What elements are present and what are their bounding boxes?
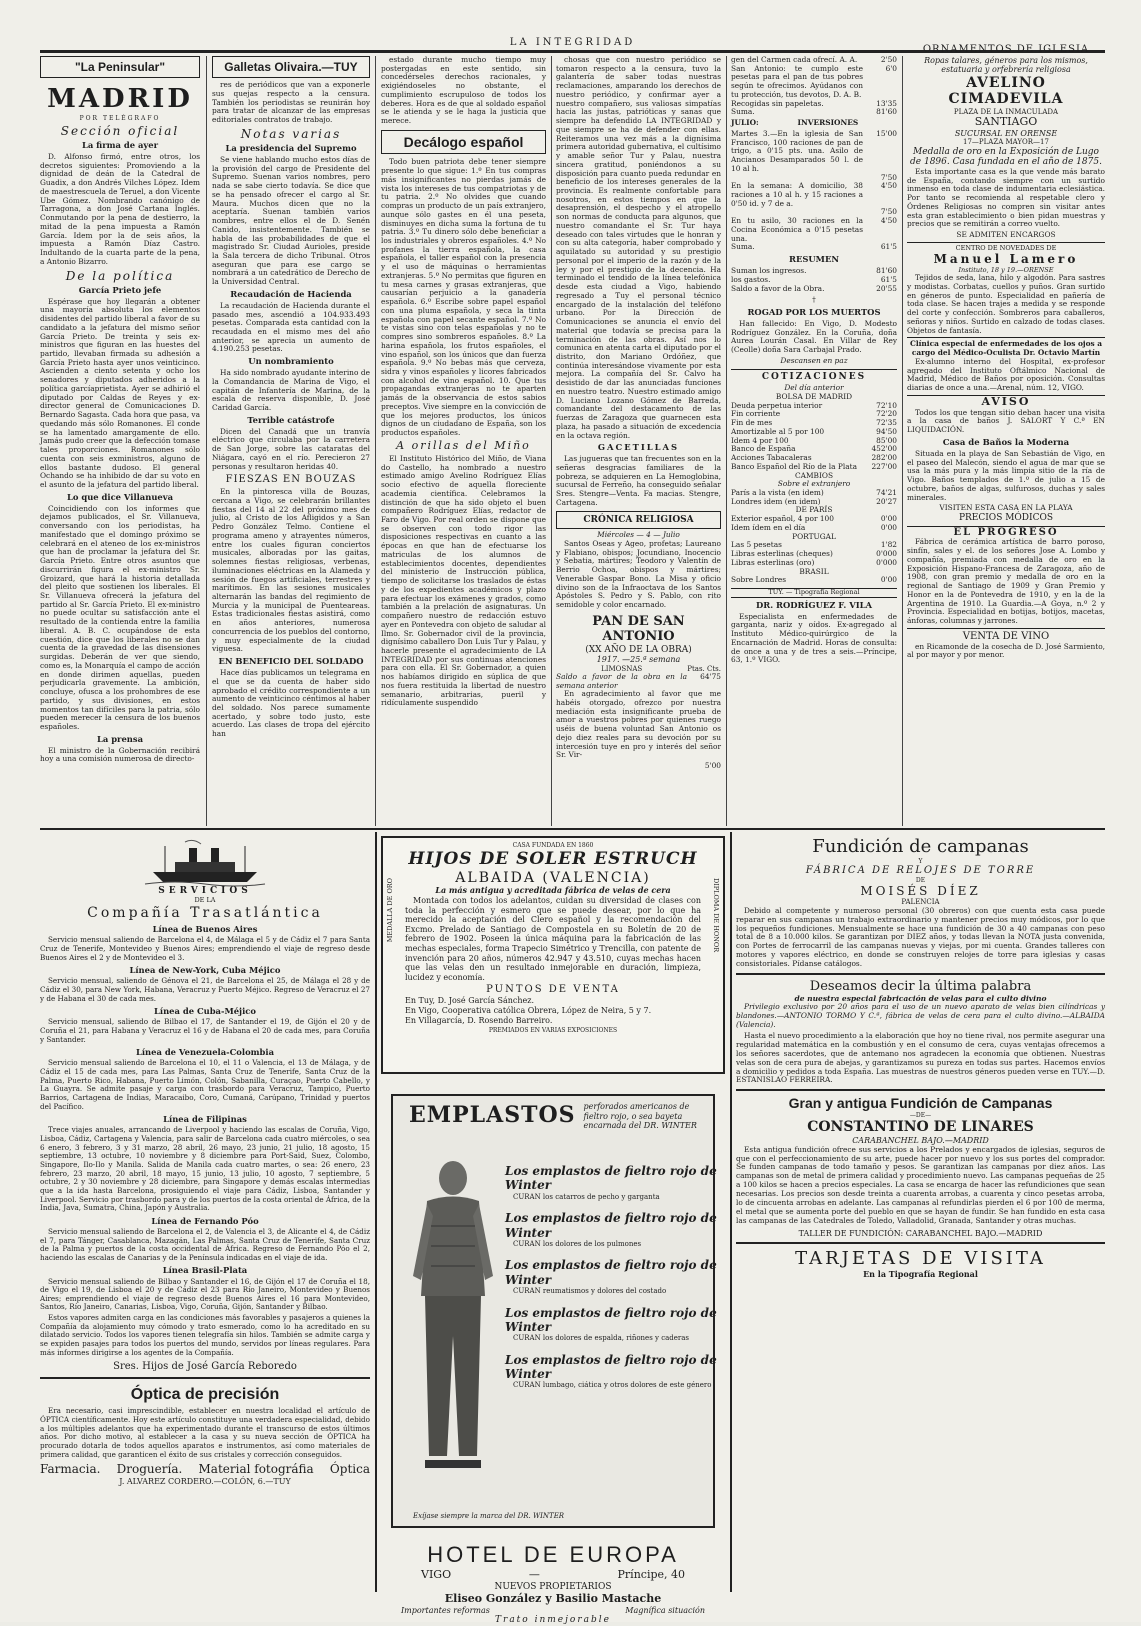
- ledger-text: Saldo a favor de la Obra.: [731, 283, 825, 293]
- orillas-mino-heading: A orillas del Miño: [396, 438, 531, 452]
- soler-estruch-ad: [381, 836, 725, 1074]
- limosnas-label: LIMOSNAS: [601, 664, 643, 673]
- ledger-amount: 94'50: [876, 426, 897, 436]
- ledger-amount: 74'21: [876, 488, 897, 497]
- ledger-inversiones: [731, 130, 897, 252]
- ledger-row: [731, 100, 897, 109]
- cambios-label: CAMBIOS: [794, 470, 834, 480]
- shipping-line-title: Línea de Venezuela-Colombia: [135, 1047, 274, 1058]
- shipping-line-text: Servicio mensual saliendo de Bilbao y Santander el 16, de Gijón el 17 de Coruña el 18, de Vigo el 19, de Lisboa el 20 y de Cádiz el 23 para Río Janeiro, Montevideo y Buenos Aires; emprendiendo el viaje de regreso desde Buenos Aires el 16 para Montevideo, Santos, Río Janeiro, Canarias, Lisboa, Vigo, Coruña, Gijón, Santander y Bilbao.: [40, 1276, 370, 1312]
- column-2: [212, 56, 370, 826]
- alvarez-address: J. ALVAREZ CORDERO.—COLÓN, 6.—TUY: [119, 1476, 291, 1486]
- precios-line: PRECIOS MÓDICOS: [958, 513, 1054, 524]
- article-body: Esta antigua fundición ofrece sus servicios a los Prelados y encargados de iglesias, seguros de que con el perfeccionamiento de su arte, puede hacer por nuevo y los sus portes del comprador. Se funden campanas de todo tamaño y pesos. Se garantizan las campanas por diez años. Las campanas son de metal de primera calidad y procedimiento nuevo. Las campanas pequeñas de 25 a 100 kilos se hacen a precios especiales. La casa se encarga de hacer las refundiciones que sean necesarias. Los precios son desde treinta a cuarenta arrobas, a cuarenta y cinco pesetas arroba, lo de cincuenta arrobas en adelante. Las campanas al refundirlas pierden el 6 por 100 de merma, el metal que se aumenta porte del pueblo en que se hayan de fundir. Se han fundido en esta casa las campanas de las Catedrales de Toledo, Valladolid, Granada, Santander y otras muchas.: [736, 1144, 1105, 1225]
- saldo-value: 64'75: [700, 671, 721, 681]
- tarjetas-title: TARJETAS DE VISITA: [795, 1248, 1046, 1270]
- ledger-text: San Antonio: te cumplo este pesetas para el pan de tus pobres según te ofrecimos. Ayúdanos con tu protección, tus devotos, D. A. B.: [731, 63, 863, 99]
- article-body: El ministro de la Gobernación recibirá hoy a una comisión numerosa de directo-: [40, 745, 200, 764]
- hotel-situacion: Magnífica situación: [625, 1605, 705, 1615]
- article-body: Situada en la playa de San Sebastián de Vigo, en el paseo del Malecón, siendo el agua de mar que se usa la más pura y la más limpia sitio de la ría de Vigo. Baños templados de 1.º de julio a 15 de octubre, baños de algas, sulfurosos, duchas y sales minerales.: [907, 448, 1105, 502]
- lamero-addr: Instituto, 18 y 19.—ORENSE: [958, 265, 1054, 274]
- hotel-address: Príncipe, 40: [617, 1568, 685, 1582]
- ledger-row: [731, 217, 897, 243]
- article-body: Ha sido nombrado ayudante interino de la Comandancia de Marina de Vigo, el capitán de Infantería de Marina, de la escala de reserva disponible, D. José Caridad García.: [212, 368, 370, 413]
- visiten-line: VISITEN ESTA CASA EN LA PLAYA: [939, 503, 1073, 513]
- ledger-row: [731, 108, 897, 117]
- article-title: Un nombramiento: [248, 356, 334, 367]
- gran-de: —DE—: [909, 1112, 932, 1120]
- article-body: Coincidiendo con los informes que dejamos publicados, el Sr. Villanueva, conversando con los periodistas, ha manifestado que el domingo próximo se celebrará en el ateneo de los ex-ministros que han de proclamar la jefatura del Sr. García Prieto. Entre otros asuntos que discurrirán figura el ex-ministro Sr. Groizard, que hará la historia detallada del pleito que sostienen los liberales. El Sr. Villanueva ofrecerá la jefatura del partido al Sr. García Prieto. El ex-ministro no puede ocultar su satisfacción ante el resultado de la contienda entre la familia liberal. A. B. C. ocupándose de esta cuestión, dice que los liberales no se dan cuenta de la gravedad de las disensiones surgidas. Deberán de ver que siendo, como es, la Monarquía el campo de acción en donde dirimen aquellas, pueden perjudicarla gravemente. La ambición, concluye, ofusca a los prohombres de ese partido, y sus divisiones, en estos momentos tan difíciles para la patria, sólo pueden merecer la censura de los buenos españoles.: [40, 503, 200, 731]
- article-body: D. Alfonso firmó, entre otros, los decretos siguientes: Promoviendo a la dignidad de deán de la Catedral de Guadix, a don Andrés Vilches López. Idem de maestrescuela de Teruel, a don Vicente Ube Gómez. Nombrando canónigo de Tarragona, a don José Cartana Inglés. Conmutando por la pena de destierro, la mitad de la pena impuesta a Ramón García. Idem por la de seis años, la impuesta a Ramón Díaz Castro. Indultando de la cuarta parte de la pena, a Antonio Bizarro.: [40, 151, 200, 266]
- exijase-line: Exíjase siempre la marca del DR. WINTER: [413, 1511, 565, 1520]
- emplasto-line: Los emplastos de fieltro rojo de Winter: [505, 1352, 717, 1382]
- ledger-amount: 81'60: [876, 266, 897, 276]
- ledger-text: Suma.: [731, 107, 755, 117]
- article-body: Estos vapores admiten carga en las condiciones más favorables y pasajeros a quienes la Compañía da alojamiento muy cómodo y trato esmerado, como lo ha acreditado en su dilatado servicio. Todos los vapores tienen telegrafía sin hilos. También se admite carga y se expiden pasajes para todos los puertos del mundo, servidos por líneas regulares. Para más informes dirigirse a los agentes de la Compañía.: [40, 1313, 370, 1357]
- galletas-olivaira-banner: Galletas Olivaira.—TUY: [212, 56, 370, 78]
- ledger-row: [731, 243, 897, 252]
- ledger-text: Suman los ingresos.: [731, 266, 807, 276]
- column-rule: [206, 56, 207, 826]
- article-body: Privilegio exclusivo por 20 años para el uso de un nuevo aparato de velas bien cilíndricas y blandones.—ANTONIO TORMO Y C.ª, fábrica de velas de cera para el culto divino.—ALBAIDA (Valencia).: [736, 1002, 1105, 1030]
- orn-city: SANTIAGO: [974, 114, 1038, 128]
- ledger-amount: 282'00: [871, 453, 897, 463]
- cronica-religiosa-heading: CRÓNICA RELIGIOSA: [556, 511, 721, 530]
- emplastos-title: EMPLASTOS: [409, 1102, 576, 1128]
- hotel-reformas: Importantes reformas: [401, 1605, 490, 1615]
- emplastos-ad: [391, 1094, 715, 1528]
- article-body: Debido al competente y numeroso personal (30 obreros) con que cuenta esta casa puede reparar en sus campanas un trabajo extraordinario y mantener precios muy módicos, por lo que los pequeños fundiciones. Mensualmente se hace una fundición de 30 a 40 campanas con peso total de 8 a 10.000 kilos. Se garantizan por DIEZ años, y todas llevan la NOTA justa convenida, con Portes de ferrocarril de las campanas nuevas y viejas, por mi cuenta. Grandes talleres con motores y vapores eléctrico, en donde se construyen relojes de torre para iglesias y casas consistoriales. Pídanse catálogos.: [736, 905, 1105, 968]
- ledger-amount: 61'5: [880, 274, 897, 284]
- ledger-text: Fin corriente: [731, 409, 781, 419]
- por-telegrafo: POR TELÉGRAFO: [79, 114, 161, 122]
- portugal-table: [731, 541, 897, 567]
- shipping-line-text: Servicio mensual saliendo de Barcelona el 4, de Málaga el 5 y de Cádiz el 7 para Santa Cruz de Tenerife, Montevideo y Buenos Aires; emprendiendo el viaje de regreso desde Buenos Aires el 2 y de Montevideo el 3.: [40, 935, 370, 962]
- ledger-text: Libras esterlinas (oro): [731, 557, 815, 567]
- shipping-line-title: Línea de Cuba-Méjico: [154, 1006, 256, 1017]
- ledger-text: Recogidas sin papeletas.: [731, 98, 824, 108]
- rogad-heading: ROGAD POR LOS MUERTOS: [747, 307, 881, 317]
- emplasto-cura: CURAN los catarros de pecho y garganta: [513, 1192, 660, 1201]
- moises-diez: MOISÉS DÍEZ: [860, 883, 981, 898]
- de-label: DE: [915, 876, 926, 884]
- hotel-owners: Eliseo González y Basilio Mastache: [444, 1592, 662, 1606]
- hotel-sub: NUEVOS PROPIETARIOS: [494, 1581, 612, 1592]
- ledger-amount: 1'82: [880, 540, 897, 550]
- casa-fundada: CASA FUNDADA EN 1860: [512, 842, 594, 849]
- column-4: [556, 56, 721, 826]
- strongman-figure-icon: [407, 1156, 499, 1486]
- orn-plaza: PLAZA DE LA INMACULADA: [953, 107, 1059, 116]
- orn-sucursal: SUCURSAL EN ORENSE: [954, 128, 1058, 138]
- bolsa-label: BOLSA DE MADRID: [775, 391, 853, 401]
- taller-line: TALLER DE FUNDICIÓN: CARABANCHEL BAJO.—MADRID: [798, 1228, 1043, 1238]
- article-title: Terrible catástrofe: [247, 414, 335, 425]
- article-body: En la pintoresca villa de Bouzas, cercana a Vigo, se celebrarán brillantes fiestas del 14 al 22 del próximo mes de julio, al Cristo de los Afligidos y a San Pedro González Telmo. Contiene el programa ameno y atrayentes números, entre los cuales figuran conciertos musicales, alboradas por las gaitas, solemnes fiestas religiosas, verbenas, iluminaciones eléctricas en la Alameda y sesión de fuegos artificiales, terrestres y marítimos. En las sesiones musicales alternarán las bandas del regimiento de Murcia y la municipal de Puenteareas. Estas tradicionales fiestas asistirá, como en años anteriores, numerosa concurrencia de los pueblos del contorno, y muy especialmente de la ciudad viguesa.: [212, 487, 370, 654]
- ledger-text: Idem ídem en el día: [731, 522, 806, 532]
- article-title: EN BENEFICIO DEL SOLDADO: [218, 656, 364, 667]
- palencia-label: PALENCIA: [901, 898, 940, 907]
- hotel-title: HOTEL DE EUROPA: [427, 1542, 679, 1567]
- emplasto-cura: CURAN lumbago, ciática y otros dolores de este género: [513, 1381, 712, 1390]
- article-body: Todo buen patriota debe tener siempre presente lo que sigue: 1.º En tus compras más insignificantes no pierdas jamás de vista los intereses de tus compatriotas y de tu patria. 2.º No olvides que cuando compras un producto de un país extranjero, aunque sólo gastes en él una peseta, disminuyes en dicha suma la fortuna de tu patria. 3.º Tu dinero sólo debe beneficiar a los industriales y obreros españoles. 4.º No profanes la tierra española, la casa española, el taller español con la presencia y el uso de máquinas o herramientas extranjeras. 5.º No permitas que figuren en tu mesa carnes y grasas extranjeras, que causarían perjuicio a la ganadería española. 6.º Escribe sobre papel español con una pluma española, y seca la tinta española con papel secante español. 7.º No te vistas sino con telas españolas y no te compres sino sombreros españoles. 8.º La harina española, los frutos españoles, el vino español, son los únicos que dan fuerza española. 9.º No bebas más que cerveza, sidra y vinos españoles y licores fabricados con alcohol de vino español. 10. Que tus propagandas extranjeras no te aparten jamás de la observancia de estos sabios preceptos. Vive siempre en la convicción de que los mejores productos, los únicos dignos de un ciudadano de España, son los productos españoles.: [381, 157, 546, 438]
- emplasto-line: Los emplastos de fieltro rojo de Winter: [505, 1211, 717, 1240]
- emplastos-lines: [505, 1156, 725, 1400]
- deseamos-sub: de nuestra especial fabricación de velas para el culto divino: [794, 994, 1047, 1004]
- aviso-heading: AVISO: [907, 395, 1105, 409]
- albaida-city: ALBAIDA (VALENCIA): [455, 869, 651, 886]
- pan-subtitle: (XX AÑO DE LA OBRA): [585, 644, 692, 655]
- deseamos-title: Deseamos decir la última palabra: [809, 978, 1032, 994]
- politica-heading: De la política: [65, 268, 175, 283]
- ledger-row: [731, 182, 897, 208]
- column-1: [40, 56, 200, 826]
- ledger-amount: 2'50: [880, 55, 897, 64]
- resumen-label: RESUMEN: [788, 254, 839, 265]
- ledger-intro: [731, 56, 897, 117]
- medalla-oro-side: MEDALLA DE ORO: [386, 878, 394, 943]
- punto-venta-line: En Vigo, Cooperativa católica Obrera, López de Neira, 5 y 7.: [405, 1005, 652, 1015]
- article-body: En agradecimiento al favor que me habéis otorgado, ofrezco por nuestra mediación esta insignificante prueba de amor a vuestros pobres por quienes ruego uséis de buena voluntad San Antonio os dejo diez reales para su devoción por su intercesión tuye en pro y interés del señor Sr. Vir-: [556, 689, 721, 760]
- ledger-text: París a la vista (en idem): [731, 488, 824, 497]
- ledger-row: [731, 130, 897, 174]
- ledger-text: Sobre Londres: [731, 575, 787, 585]
- ledger-text: En tu asilo, 30 raciones en la Cocina Económica a 0'15 pesetas una.: [731, 216, 863, 243]
- column-rule: [375, 832, 377, 1592]
- article-body: Santos Oseas y Ageo, profetas; Laureano y Flabiano, obispos; Jocundiano, Inocencio y Sebatia, mártires; Teodoro y Valentín de Berrio Ochoa, obispos y mártires; Venerable Gaspar Bono. La Misa y oficio divino son de la Infraoctava de los Santos Apóstoles S. Pedro y S. Pablo, con rito semidoble y color encarnado.: [556, 538, 721, 610]
- shipping-line-title: Línea de Fernando Póo: [151, 1215, 259, 1226]
- la-peninsular-banner: "La Peninsular": [40, 56, 200, 78]
- decalogo-heading: Decálogo español: [381, 130, 546, 155]
- article-body: Especialista en enfermedades de garganta, nariz y oídos. Ex-agregado al Instituto Médico-quirúrgico de la Encarnación de Madrid. Horas de consulta: de once a una y de tres a seis.—Príncipe, 63, 1.º VIGO.: [731, 611, 897, 665]
- column-5: gen del Carmen cada ofrecí. A. A. 2'50 San Antonio: te cumplo este pesetas para el pan de tus pobres según te ofrecimos. Ayúdanos con tu protección, tus devotos, D. A. B. 6'0 Recogidas sin papeletas. 13'35 Suma. 81'60 JULIO: INVERSIONES Martes 3.—En la iglesia de San Francisco, 100 raciones de pan de trigo, a 0'15 pts. una. Asilo de Ancianos Desamparados 50 l. de 10 al h. 15'00 7'50 En la semana: A domicilio, 38 raciones a 10 al h. y 15 raciones a 0'50 id. y 7 de a. 4'50 7'50 En tu asilo, 30 raciones en la Cocina Económica a 0'15 pesetas una. 4'50 Suma. 61'5 RESUMEN Suman los ingresos. 81'60 los gastos. 61'5 Saldo a favor de la Obra. 20'55 † ROGAD POR LOS MUERTOS Han fallecido: En Vigo, D. Modesto Rodríguez González. En la Coruña, doña Aurea Lourán Casal. En Villar de Rey (Ceolle) doña Sara Carbajal Prado. Descansen en paz COTIZACIONES Del día anterior BOLSA DE MADRID Deuda perpetua interior 72'10 Fin corriente 72'20 Fin de mes 72'35 Amortizable al 5 por 100 94'50 Idem 4 por 100 85'00 Banco de España 452'00 Acciones Tabacaleras 282'00 Banco Español del Río de la Plata 227'00 CAMBIOS Sobre el extranjero París a la vista (en idem) 74'21 Londres idem (en idem) 20'27 DE PARÍS Exterior español, 4 por 100 0'00 Idem ídem en el día 0'00 PORTUGAL Las 5 pesetas 1'82 Libras esterlinas (cheques) 0'000 Libras esterlinas (oro) 0'000 BRASIL Sobre Londres 0'00 TUY. — Tipografía Regional DR. RODRÍGUEZ F. VILA Especialista en enfermedades de garganta, nariz y oídos. Ex-agregado al Instituto Médico-quirúrgico de la Encarnación de Madrid. Horas de consulta: de once a una y de tres a seis.—Príncipe, 63, 1.º VIGO.: [731, 55, 897, 665]
- article-body: Hasta el nuevo procedimiento a la elaboración que hoy no tiene rival, nos permite asegurar una regularidad matemática en la combustión y en el consumo de cera, cuyas ventajas ofrecemos a los señores sacerdotes, que de antemano nos agradecen la economía que obtienen. Nuestras velas son de cera pura de abejas, y garantizamos su pureza en todas sus partes. Hacemos envíos a domicilio y pedidos a toda España. Las muestras de nuestros géneros pueden verse en TUY.—D. ESTANISLAO FERREIRA.: [736, 1031, 1105, 1085]
- ledger-text: Libras esterlinas (cheques): [731, 549, 833, 559]
- orn-addr: 17—PLAZA MAYOR—17: [963, 138, 1049, 147]
- column-3: [381, 56, 546, 826]
- cimadevila-name: AVELINO CIMADEVILA: [948, 74, 1064, 108]
- shipping-line-text: Servicio mensual saliendo de Barcelona el 2, de Valencia el 3, de Alicante el 4, de Cádiz el 7, para Tánger, Casablanca, Mazagán, Las Palmas, Santa Cruz de Tenerife, Santa Cruz de la Palma y puertos de la costa occidental de África. Regreso de Fernando Póo el 2, haciendo las escalas de Canarias y de la Península indicadas en el viaje de ida.: [40, 1226, 370, 1262]
- ledger-amount: 0'000: [876, 549, 897, 559]
- cambios-table: [731, 489, 897, 506]
- imprenta-line: TUY. — Tipografía Regional: [731, 588, 897, 598]
- column-rule: [902, 56, 903, 826]
- article-title: La presidencia del Supremo: [225, 142, 357, 153]
- ledger-text: Londres idem (en idem): [731, 496, 821, 506]
- article-body: La recaudación de Hacienda durante el pasado mes, ascendió a 104.933.493 pesetas. Comparada esta cantidad con la recaudada en el mismo mes del año anterior, se aprecia un aumento de 4.190.253 pesetas.: [212, 300, 370, 354]
- cronica-date: Miércoles — 4 — Julio: [597, 530, 680, 540]
- ledger-resumen: [731, 267, 897, 293]
- ledger-amount: 85'00: [876, 435, 897, 445]
- emplasto-cura: CURAN los dolores de espalda, riñones y caderas: [513, 1334, 690, 1343]
- cotiz-sub: Del día anterior: [784, 383, 844, 393]
- article-body: estado durante mucho tiempo muy postergadas en este sentido, sin concedérseles derechos racionales, y exigiéndoseles no obstante, el cumplimiento escrupuloso de todos los deberes. Hora es de que al soldado español se le atienda y se le haga la justicia que merece.: [381, 55, 546, 126]
- article-body: en Ricamonde de la cosecha de D. José Sarmiento, al por mayor y por menor.: [907, 641, 1105, 660]
- shipping-line-text: Servicio mensual, saliendo de Génova el 21, de Barcelona el 25, de Málaga el 28 y de Cádiz el 30, para New York, Habana, Veracruz y Puerto Méjico. Regreso de Veracruz el 27 y de Habana el 30 de cada mes.: [40, 976, 370, 1003]
- shipping-line-title: Línea de Buenos Aires: [152, 924, 258, 935]
- linares-name: CONSTANTINO DE LINARES: [807, 1119, 1034, 1136]
- clinica-heading: Clínica especial de enfermedades de los ojos a cargo del Médico-Oculista Dr. Octavio Martín: [907, 337, 1105, 357]
- ledger-amount: 15'00: [876, 128, 897, 138]
- ledger-amount: 0'00: [880, 575, 897, 585]
- ledger-amount: 4'50: [880, 181, 897, 191]
- ledger-amount: 7'50: [880, 207, 897, 217]
- trasatlantica-ad: [40, 836, 370, 1606]
- ledger-text: Las 5 pesetas: [731, 540, 782, 550]
- drogueria-label: Droguería.: [116, 1462, 183, 1477]
- emplasto-line: Los emplastos de fieltro rojo de Winter: [505, 1164, 717, 1193]
- column-rule: [375, 56, 376, 826]
- ledger-text: Acciones Tabacaleras: [731, 453, 812, 463]
- article-body: Hace días publicamos un telegrama en el que se da cuenta de haber sido aprobado el crédito correspondiente a un aumento de veinticinco céntimos al haber del soldado. Nos parece sumamente acertado, y sobre todo justo, este acuerdo. Las clases de tropa del ejército han: [212, 668, 370, 739]
- ledger-amount: 6'0: [885, 63, 897, 73]
- seccion-oficial-heading: Sección oficial: [60, 123, 180, 138]
- sobre-label: Sobre el extranjero: [777, 479, 851, 489]
- ledger-text: Banco Español del Río de la Plata: [731, 461, 858, 471]
- article-body: Las jugueras que tan frecuentes son en la señeras desgracias familiares de la pobreza, se adquieren en La Hemoglobina, sucursal de Ferreño, ha conseguido señalar Sres. Stengre—Venta. Fa macias. Stengre, Cartagena.: [556, 454, 721, 507]
- emplasto-cura: CURAN reumatismos y dolores del costado: [513, 1287, 667, 1296]
- orn-medal: Medalla de oro en la Exposición de Lugo de 1896. Casa fundada en el año de 1875.: [910, 146, 1102, 168]
- fabrica-relojes: FÁBRICA DE RELOJES DE TORRE: [805, 864, 1036, 876]
- ledger-amount: 0'00: [880, 522, 897, 532]
- ledger-text: En la semana: A domicilio, 38 raciones a 10 al h. y 15 raciones a 0'50 id. y 7 de a.: [731, 181, 863, 208]
- article-title: FIESZAS EN BOUZAS: [225, 474, 357, 486]
- servicios-label: SERVICIOS: [158, 886, 252, 896]
- tarjetas-sub: En la Tipografía Regional: [863, 1268, 978, 1279]
- ledger-amount: 0'000: [876, 557, 897, 567]
- shipping-line-text: Servicio mensual saliendo de Barcelona el 10, el 11 o Valencia, el 13 de Málaga, y de Cádiz el 15 de cada mes, para Las Palmas, Santa Cruz de Tenerife, Santa Cruz de la Palma, Puerto Rico, Habana, Puerto Limón, Colón, Sabanilla, Curaçao, Puerto Cabello, y La Guayra. Se admite pasaje y carga con trasbordo para Veracruz, Tampico, Puerto Barrios, Cartagena de Indias, Maracaibo, Coro, Cumaná, Carúpano, Trinidad y puertos del Pacífico.: [40, 1058, 370, 1111]
- article-title: La firma de ayer: [81, 140, 159, 151]
- ledger-text: los gastos.: [731, 274, 771, 284]
- portugal-label: PORTUGAL: [792, 531, 836, 541]
- article-body: Fábrica de cerámica artística de barro poroso, sinfín, sales y el. de los señores Jose A. Lombo y compañía, premiada con medalla de oro en la Exposición Hispano-Francesa de Zaragoza, año de 1908, con gran premio y medalla de oro en la regional de Santiago de 1909 y Gran Premio y Honor en la de Pontevedra de 1910, y en la de la Argentina de 1910. La Guardia.—A Goya, n.º 2 y Provincia. Especialidad en botijas, botijos, macetas, ánforas, columnas y jarrones.: [907, 537, 1105, 626]
- article-body: Espérase que hoy llegarán a obtener una mayoría absoluta los elementos disidentes del partido liberal a favor de su candidato a la jefatura del mismo señor García Prieto. De treinta y seis ex-ministros que figuran en las huestes del partido, llevaban firmada su adhesión a García Prieto hasta ayer unos veinticinco. Ascienden a ciento setenta y ocho los senadores y diputados adheridos a la política garcíaprietista. Ayer se adhirió el diputado por Caldas de Reyes y ex-director general de Comunicaciones D. Bernardo Sagasta. Cada hora que pasa, va quedando más sólo Romanones. El conde se ha lamentado amargamente de ello. Jamás pudo creer que la defección tomase tales proporciones. Romanones sólo cuenta con seis exministros, alguno de ellos bastante dudoso. El general Ochando se ha inhibido de dar su voto en el asunto de la jefatura del partido liberal.: [40, 296, 200, 489]
- ledger-amount: 20'55: [876, 283, 897, 293]
- fundicion-title: Fundición de campanas: [812, 836, 1029, 857]
- ledger-row: [731, 576, 897, 585]
- lamero-name: Manuel Lamero: [933, 252, 1079, 267]
- middle-ads: [381, 836, 725, 1626]
- column-rule: [726, 56, 727, 826]
- ledger-amount: 4'50: [880, 216, 897, 226]
- hotel-city: VIGO: [421, 1568, 452, 1582]
- shipping-line-text: Trece viajes anuales, arrancando de Liverpool y haciendo las escalas de Coruña, Vigo, Lisboa, Cádiz, Cartagena y Valencia, para salir de Barcelona cada cuatro miércoles, o sea 6 enero, 3 febrero, 3 y 31 marzo, 28 abril, 26 mayo, 23 junio, 21 julio, 18 agosto, 15 septiembre, 13 octubre, 10 noviembre y 8 diciembre para Port-Said, Suez, Colombo, Singapore, Ilo-Ilo y Manila. Salida de Manila cada cuatro martes, o sea: 26 enero, 23 febrero, 23 marzo, 20 abril, 18 mayo, 15 junio, 13 julio, 10 agosto, 7 septiembre, 5 octubre, 2 y 30 noviembre y 28 diciembre, para Singapore y demás escalas intermedias que a la ida hasta Barcelona, prosiguiendo el viaje para Cádiz, Lisboa, Santander y Liverpool. Servicio por trasbordo para y de los puertos de la costa oriental de África, de la India, Java, Sumatra, China, Japón y Australia.: [40, 1125, 370, 1213]
- centro-label: CENTRO DE NOVEDADES DE: [955, 243, 1057, 252]
- shipping-lines: [40, 924, 370, 1312]
- cotizaciones-heading: COTIZACIONES: [731, 369, 897, 383]
- ledger-text: Suma.: [731, 242, 755, 252]
- column-6: [907, 44, 1105, 826]
- article-body: Dicen del Canadá que un tranvía eléctrico que circulaba por la carretera de San Jorge, sobre las cataratas del Niágara, cayó en el río. Perecieron 27 personas y resultaron heridas 40.: [212, 426, 370, 471]
- ledger-text: Banco de España: [731, 444, 796, 454]
- ledger-amount: 20'27: [876, 496, 897, 506]
- ledger-text: Deuda perpetua interior: [731, 400, 823, 410]
- column-rule: [551, 56, 552, 826]
- article-body: chosas que con nuestro periódico se tomaron respecto a la censura, tuvo la galantería de saber todas nuestras reclamaciones, amparando los derechos de nuestro periódico, y confirmar ayer a nuestro compañero, sus valiosas simpatías hacia las justas, patrióticas y sanas que siempre ha defendido LA INTEGRIDAD y que siempre se ha de defender con ellas. Reiteramos una vez más a la dignísima primera autoridad gubernativa, el cultísimo y amable señor Tur y Palau, nuestra sincera gratitud, poniéndonos a su disposición para cuanto pueda redundar en beneficio de los intereses generales de la provincia. Es realmente confortable para nosotros, en estos tiempos en que la desaprensión, el despecho y el atropello son normas de conducta para algunos, que nuestro comandante el Sr. Tur haya deseado con tales virtudes que le honran y con su alta categoría, haber comprobado y aquilatado su autoridad y su prestigio personal por el imperio de la razón y de la ley y por el prestigio de la decencia. Ha terminado el tendido de la línea telefónica desde esta ciudad a Vigo, habiendo regresado a Tuy el personal técnico encargado de la instalación del teléfono urbano. Por la Dirección de Comunicaciones se anuncia el envío del material que todavía se precisa para la terminación de las obras. Así nos lo comunica en atenta carta el diputado por el distrito, don Mariano Ordóñez, que continúa interesándose vivamente por esta mejora. La compañía del Sr. Calvo ha desistido de dar las anunciadas funciones en nuestro teatro. Nuestro estimado amigo D. Luciano Lozano Gómez de Barreda, comandante del destacamento de las fuerzas de Zaragoza que guarnecen esta plaza, ha pasado a situación de excedencia en la octava región.: [556, 55, 721, 440]
- optica-heading: Óptica de precisión: [130, 1386, 280, 1404]
- article-body: Tejidos de seda, lana, hilo y algodón. Para sastres y modistas. Corbatas, cuellos y puños. Gran surtido en géneros de punto. Especialidad en pañería de toda clase. Se hacen trajes a medida y se responde del corte y confección. Sombreros para caballeros, señoras y niños. Surtido en calzado de todas clases. Objetos de fantasía.: [907, 273, 1105, 335]
- article-body: Montada con todos los adelantos, cuidan su diversidad de clases con toda la perfección y esmero que se puede desear, por lo que ha merecido la aceptación del Clero español y la recomendación del Excmo. Prelado de Santiago de Compostela en su Boletín de 20 de febrero de 1902. Poseen la única máquina para la fabricación de las mechas especiales, forma Trapecio Simétrico y Trencilla, con patente de invención para 20 años, números 42.947 y 43.510, cuyas mechas hacen que las velas den un resultado inmejorable en duración, limpieza, lucidez y economía.: [405, 895, 701, 982]
- puntos-venta: PUNTOS DE VENTA: [486, 984, 620, 996]
- notas-varias-heading: Notas varias: [240, 126, 342, 141]
- fotografia-label: Material fotográfia: [198, 1462, 314, 1477]
- premiados-line: PREMIADOS EN VARIAS EXPOSICIONES: [488, 1027, 618, 1035]
- hotel-trato: Trato inmejorable: [495, 1615, 611, 1626]
- ledger-row: [731, 65, 897, 100]
- ledger-amount: 72'20: [876, 409, 897, 419]
- emplasto-cura: CURAN los dolores de los pulmones: [513, 1239, 642, 1248]
- ledger-amount: 72'10: [876, 400, 897, 410]
- ledger-amount: 452'00: [871, 444, 897, 454]
- pan-san-antonio-heading: PAN DE SAN ANTONIO: [592, 613, 685, 645]
- article-body: Se viene hablando mucho estos días de la provisión del cargo de Presidente del Supremo. Suenan varios nombres, pero nada se sabe cierto todavía. Se dice que se ha pensado ofrecer el cargo al Sr. Maura. Muchos dicen que no la aceptaría. Suenan también varios nombres, entre ellos el de D. Senén Canido, insistentemente. También se habla de las probabilidades de que el magistrado Sr. Ciudad Aurioles, preside la Sala tercera de dicho Tribunal. Otros aseguran que para ese cargo se nombrará a un catedrático de Derecho de la Universidad Central.: [212, 154, 370, 287]
- article-title: La prensa: [96, 733, 144, 744]
- ledger-text: gen del Carmen cada ofrecí. A. A.: [731, 55, 858, 64]
- linares-city: CARABANCHEL BAJO.—MADRID: [852, 1136, 989, 1146]
- emplastos-sub: perforados americanos de fieltro rojo, o sea bayeta encarnada del DR. WINTER: [583, 1102, 697, 1131]
- article-body: Esta importante casa es la que vende más barato de España, contando siempre con un surtido inmenso en toda clase de indumentaria eclesiástica. Por tanto se recomienda al respetable clero y Órdenes Religiosas no compren sin visitar antes esta gran establecimiento o bien pidan muestras y precios que se remitirán a correo vuelto.: [907, 166, 1105, 229]
- article-body: res de periódicos que van a exponerle sus quejas respecto a la censura. También los periodistas se reunirán hoy para tratar de alcanzar de las empresas editoriales contratos de trabajo.: [212, 80, 370, 125]
- brasil-label: BRASIL: [799, 566, 829, 576]
- emplasto-line: Los emplastos de fieltro rojo de Winter: [505, 1305, 717, 1334]
- ledger-text: Martes 3.—En la iglesia de San Francisco, 100 raciones de pan de trigo, a 0'15 pts. una. Asilo de Ancianos Desamparados 50 l. de 10 al h.: [731, 128, 863, 173]
- vila-heading: DR. RODRÍGUEZ F. VILA: [755, 599, 873, 610]
- ledger-amount: 13'35: [876, 98, 897, 108]
- emplasto-line: Los emplastos de fieltro rojo de Winter: [505, 1258, 717, 1287]
- article-body: Ex-alumno interno del Hospital, ex-profesor agregado del Instituto Oftálmico Nacional de Madrid, Médico de Baños por oposición. Consultas diarias de once a una.—Arenal, núm. 12, VIGO.: [907, 356, 1105, 392]
- brasil-table: [731, 576, 897, 585]
- encargos-line: SE ADMITEN ENCARGOS: [907, 231, 1105, 243]
- cotizaciones-table: [731, 402, 897, 472]
- amount: 5'00: [704, 761, 721, 771]
- ledger-row: [731, 285, 897, 294]
- optica-label: Óptica: [329, 1462, 370, 1477]
- ledger-text: Idem 4 por 100: [731, 435, 789, 445]
- paris-table: [731, 515, 897, 532]
- saldo-label: Saldo a favor de la obra en la semana anterior: [556, 671, 687, 690]
- ledger-amount: 81'60: [876, 107, 897, 117]
- fund-y: Y: [918, 857, 923, 865]
- gran-fundicion-title: Gran y antigua Fundición de Campanas: [788, 1095, 1053, 1112]
- ledger-amount: 0'00: [880, 514, 897, 524]
- section-divider: [40, 828, 1105, 830]
- descansen-text: Descansen en paz: [780, 355, 848, 365]
- inversiones-label: INVERSIONES: [797, 118, 859, 128]
- newspaper-title: LA INTEGRIDAD: [509, 37, 636, 48]
- ledger-text: Amortizable al 5 por 100: [731, 426, 825, 436]
- madrid-heading: MADRID: [47, 84, 193, 115]
- article-body: Han fallecido: En Vigo, D. Modesto Rodríguez González. En la Coruña, doña Aurea Lourán Casal. En Villar de Rey (Ceolle) doña Sara Carbajal Prado.: [731, 318, 897, 355]
- paris-label: DE PARÍS: [795, 505, 833, 515]
- soler-estruch-title: HIJOS DE SOLER ESTRUCH: [408, 849, 698, 870]
- agent-name: Sres. Hijos de José García Reboredo: [40, 1361, 370, 1379]
- ornamentos-sub: Ropas talares, géneros para los mismos, estatuaria y orfebrería religiosa: [924, 55, 1088, 75]
- ledger-amount: 227'00: [871, 461, 897, 471]
- shipping-line-title: Línea de Filipinas: [163, 1114, 247, 1125]
- ledger-amount: 72'35: [876, 418, 897, 428]
- ledger-amount: 7'50: [880, 172, 897, 182]
- ledger-text: Exterior español, 4 por 100: [731, 514, 834, 524]
- article-title: Recaudación de Hacienda: [230, 288, 352, 299]
- hotel-europa-ad: HOTEL DE EUROPA VIGO — Príncipe, 40 NUEVOS PROPIETARIOS Eliseo González y Basilio Mastache Importantes reformas Magnífica situación Trato inmejorable: [381, 1542, 725, 1626]
- farmacia-label: Farmacia.: [40, 1462, 101, 1477]
- de-la-label: DE LA: [194, 895, 216, 904]
- shipping-line-text: Servicio mensual, saliendo de Bilbao el 17, de Santander el 19, de Gijón el 20 y de Coruña el 21, para Habana y Veracruz el 16 y de Habana el 20 de cada mes, para Coruña y Santander.: [40, 1017, 370, 1044]
- article-title: Lo que dice Villanueva: [66, 491, 174, 502]
- article-body: Era necesario, casi imprescindible, establecer en nuestra localidad el artículo de ÓPTICA científicamente. Hoy este artículo constituye una verdadera especialidad, debido a los múltiples adelantos que ha experimentado durante el transcurso de estos últimos años. Por dicho motivo, al establecer a la casa y su nueva sección de ÓPTICA ha procurado dotarla de todos aquellos aparatos e instrumentos, así como materiales de primera calidad, que garanticen el éxito de sus cristales y corrección conseguidos.: [40, 1406, 370, 1459]
- article-body: Todos los que tengan sitio deban hacer una visita a la casa de baños J. SALORT Y C.ª EN LIQUIDACIÓN.: [907, 407, 1105, 435]
- pan-year: 1917. —25.ª semana: [596, 655, 681, 665]
- ptas-label: Ptas. Cts.: [687, 664, 721, 673]
- gacetillas-heading: GACETILLAS: [597, 442, 680, 453]
- ledger-text: Fin de mes: [731, 418, 773, 428]
- vino-heading: VENTA DE VINO: [907, 628, 1105, 643]
- article-title: García Prieto jefe: [78, 284, 162, 295]
- column-rule: [730, 832, 732, 1592]
- julio-label: JULIO:: [731, 118, 759, 128]
- diploma-side: DIPLOMA DE HONOR: [712, 878, 720, 953]
- shipping-line-title: Línea de New-York, Cuba Méjico: [129, 965, 281, 976]
- shipping-line-title: Línea Brasil-Plata: [162, 1265, 248, 1276]
- farmacia-row: [40, 1462, 370, 1476]
- soler-tagline: La más antigua y acreditada fábrica de velas de cera: [435, 885, 671, 896]
- compania-name: Compañía Trasatlántica: [87, 904, 323, 921]
- ornamentos-heading: ORNAMENTOS DE IGLESIA: [922, 44, 1090, 55]
- punto-venta-line: En Tuy, D. José García Sánchez.: [405, 996, 535, 1006]
- right-ads: [736, 836, 1105, 1606]
- punto-venta-line: En Villagarcía, D. Rosendo Barreiro.: [405, 1015, 553, 1025]
- progreso-heading: EL PROGRESO: [907, 526, 1105, 539]
- ledger-amount: 61'5: [880, 242, 897, 252]
- banos-heading: Casa de Baños la Moderna: [942, 437, 1070, 448]
- steamship-icon: [145, 836, 265, 886]
- article-body: El Instituto Histórico del Miño, de Viana do Castello, ha nombrado a nuestro estimado amigo Avelino Rodríguez Elías socio efectivo de aquella floreciente academia científica. Celebramos la distinción de que ha sido objeto el buen compañero Rodríguez Elías, redactor de Faro de Vigo. Por real orden se dispone que se observen con todo rigor las disposiciones respectivas en cuanto a las épocas en que han de efectuarse los matriculas de los alumnos de establecimientos docentes, dependientes del ministerio de Instrucción pública, tiempo de solicitarse los traslados de éstas y de los expedientes académicos y plazo para efectuar los exámenes y grados, como también a la prelación de asignaturas. Un compañero nuestro de redacción estuvo ayer en Pontevedra con objeto de saludar al Ilmo. Sr. Gobernador civil de la provincia, dignísimo caballero Don Luis Tur y Palau, y hacerle presente el agradecimiento de LA INTEGRIDAD por sus continuas atenciones para con ella. El Sr. Gobernador, a quien nos habíamos dirigido en súplica de que nos fuera restituida la libertad de nuestro semanario, arbitrarias, pueril y ridículamente suspendido: [381, 453, 546, 708]
